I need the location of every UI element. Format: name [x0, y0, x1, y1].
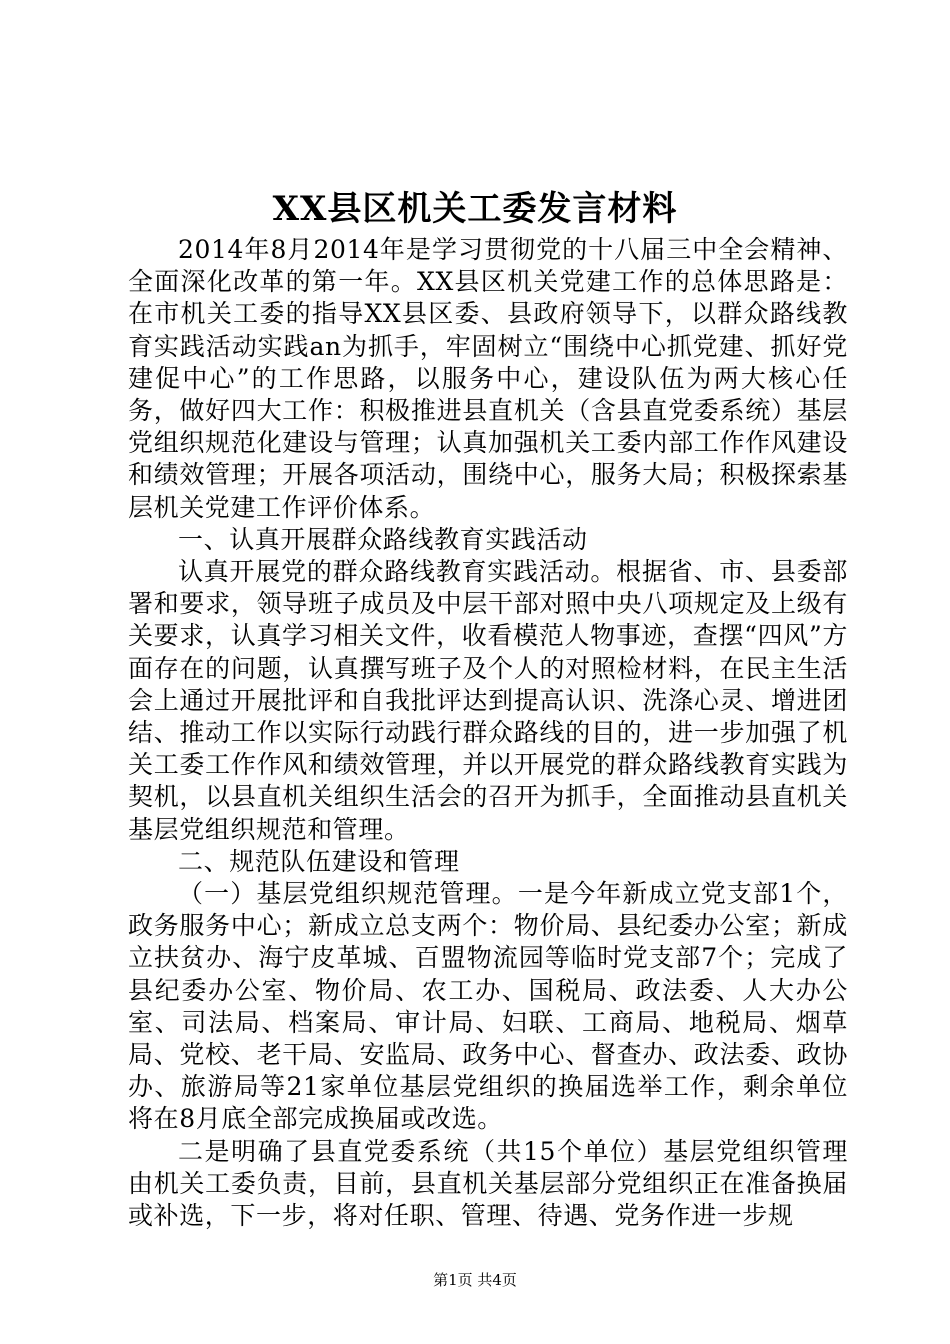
paragraph-subsection-2: 二是明确了县直党委系统（共15个单位）基层党组织管理由机关工委负责，目前，县直机关基层部分党组织正在准备换届或补选，下一步，将对任职、管理、待遇、党务作进一步规 [128, 1136, 848, 1231]
section-heading-2: 二、规范队伍建设和管理 [178, 846, 460, 876]
paragraph-subsection-1: （一）基层党组织规范管理。一是今年新成立党支部1个，政务服务中心；新成立总支两个：物价局、县纪委办公室；新成立扶贫办、海宁皮革城、百盟物流园等临时党支部7个；完成了县纪委办公室、物价局、农工办、国税局、政法委、人大办公室、司法局、档案局、审计局、妇联、工商局、地税局、烟草局、党校、老干局、安监局、政务中心、督查办、政法委、政协办、旅游局等21家单位基层党组织的换届选举工作，剩余单位将在8月底全部完成换届或改选。 [128, 879, 848, 1134]
section-heading-1: 一、认真开展群众路线教育实践活动 [178, 524, 588, 554]
page-footer: 第1页 共4页 [433, 1271, 517, 1289]
paragraph-section-1: 认真开展党的群众路线教育实践活动。根据省、市、县委部署和要求，领导班子成员及中层干部对照中央八项规定及上级有关要求，认真学习相关文件，收看模范人物事迹，查摆“四风”方面存在的问题，认真撰写班子及个人的对照检材料，在民主生活会上通过开展批评和自我批评达到提高认识、洗涤心灵、增进团结、推动工作以实际行动践行群众路线的目的，进一步加强了机关工委工作作风和绩效管理，并以开展党的群众路线教育实践为契机，以县直机关组织生活会的召开为抓手，全面推动县直机关基层党组织规范和管理。 [128, 557, 848, 844]
paragraph-intro: 2014年8月2014年是学习贯彻党的十八届三中全会精神、全面深化改革的第一年。XX县区机关党建工作的总体思路是：在市机关工委的指导XX县区委、县政府领导下，以群众路线教育实践活动实践an为抓手，牢固树立“围绕中心抓党建、抓好党建促中心”的工作思路，以服务中心，建设队伍为两大核心任务，做好四大工作：积极推进县直机关（含县直党委系统）基层党组织规范化建设与管理；认真加强机关工委内部工作作风建设和绩效管理；开展各项活动，围绕中心，服务大局；积极探索基层机关党建工作评价体系。 [128, 235, 848, 522]
document-title: XX县区机关工委发言材料 [272, 189, 678, 229]
document-body [128, 234, 848, 1232]
